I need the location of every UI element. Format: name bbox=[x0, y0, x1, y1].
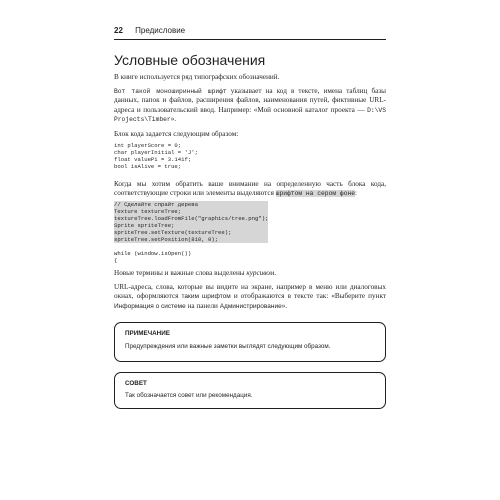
intro-paragraph: В книге используется ряд типографских обозначений. bbox=[114, 73, 280, 81]
code-line: Texture textureTree; bbox=[114, 208, 182, 215]
section-name: Предисловие bbox=[135, 26, 186, 35]
note-title: ПРИМЕЧАНИЕ bbox=[125, 330, 170, 337]
ui-text-1: URL-адреса, слова, которые вы видите на экране, например в меню или диалоговых окнах, оформляются bbox=[114, 283, 386, 301]
code-line: { bbox=[114, 257, 118, 264]
ui-paragraph bbox=[114, 283, 386, 311]
note-box bbox=[114, 322, 386, 362]
italic-paragraph-text: Новые термины и важные слова выделены bbox=[114, 269, 247, 277]
code-block-1 bbox=[114, 142, 198, 170]
ui-term-1: таким шрифтом bbox=[181, 293, 231, 301]
italic-term: курсивом bbox=[246, 269, 275, 277]
note-text: Предупреждения или важные заметки выглядят следующим образом. bbox=[125, 343, 331, 350]
mono-term: Вот такой моноширинный шрифт bbox=[114, 88, 227, 95]
ui-text-2: и отображаются в тексте так: «Выберите пункт bbox=[230, 292, 386, 301]
tip-text: Так обозначается совет или рекомендация. bbox=[125, 392, 253, 399]
highlight-paragraph-text: Когда мы хотим обратить ваше внимание на определенную часть блока кода, соответствующие строки или элементы выделяются bbox=[114, 180, 386, 198]
highlight-term: шрифтом на сером фоне bbox=[275, 190, 356, 198]
ui-term-2: Информация о системе bbox=[114, 302, 186, 310]
code-line: spriteTree.setTexture(textureTree); bbox=[114, 229, 232, 236]
mono-paragraph-end: ». bbox=[170, 114, 177, 123]
code-line: bool isAlive = true; bbox=[114, 163, 182, 170]
code-line: Sprite spriteTree; bbox=[114, 222, 175, 229]
italic-paragraph bbox=[114, 269, 386, 278]
code-line: textureTree.loadFromFile("graphics/tree.png"); bbox=[114, 215, 269, 222]
code-block-2 bbox=[114, 201, 268, 264]
running-header bbox=[114, 26, 386, 40]
code-line: while (window.isOpen()) bbox=[114, 250, 192, 257]
highlight-paragraph-end: : bbox=[355, 189, 358, 198]
code-line: // Сделайте спрайт дерева bbox=[114, 201, 198, 208]
tip-box bbox=[114, 372, 386, 409]
tip-title: СОВЕТ bbox=[125, 380, 147, 387]
code-intro-paragraph: Блок кода задается следующим образом: bbox=[114, 130, 239, 138]
code-line: spriteTree.setPosition(810, 0); bbox=[114, 236, 219, 243]
ui-term-3: Администрирование bbox=[219, 302, 282, 310]
code-line: float valuePi = 3.141f; bbox=[114, 156, 192, 163]
section-title: Условные обозначения bbox=[114, 52, 266, 68]
monospace-paragraph bbox=[114, 87, 386, 124]
code-line: int playerScore = 0; bbox=[114, 142, 182, 149]
ui-text-4: ». bbox=[281, 301, 288, 310]
code-line: char playerInitial = 'J'; bbox=[114, 149, 198, 156]
mono-paragraph-text: указывает на код в тексте, имена таблиц базы данных, папок и файлов, расширения файлов, наименования путей, фиктивные URL-адреса и пользовательский ввод. Например: «Мой основной каталог проекта — bbox=[114, 87, 386, 114]
ui-text-3: на панели bbox=[185, 301, 220, 310]
code-line bbox=[114, 243, 268, 250]
highlight-paragraph bbox=[114, 180, 386, 199]
project-path: D:\VS Projects\Timber bbox=[114, 106, 386, 123]
italic-paragraph-end: . bbox=[274, 269, 276, 277]
page-number: 22 bbox=[114, 26, 123, 35]
highlighted-code bbox=[114, 201, 268, 243]
